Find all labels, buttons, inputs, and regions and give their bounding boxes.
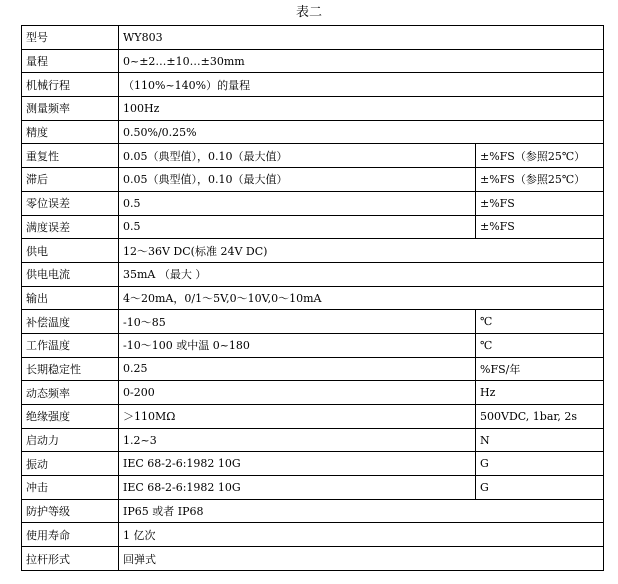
- row-unit: G: [476, 452, 604, 476]
- table-row: [22, 215, 604, 239]
- row-value: ＞110MΩ: [119, 405, 476, 429]
- row-value: 100Hz: [119, 97, 604, 121]
- row-value: （110%~140%）的量程: [119, 73, 604, 97]
- row-value: IEC 68-2-6:1982 10G: [119, 452, 476, 476]
- row-label: 精度: [22, 120, 119, 144]
- row-value: 0.5: [119, 215, 476, 239]
- table-row: [22, 381, 604, 405]
- row-label: 拉杆形式: [22, 547, 119, 571]
- row-value: 0.5: [119, 191, 476, 215]
- row-value: 1.2~3: [119, 428, 476, 452]
- table-title: 表二: [295, 5, 322, 20]
- row-label: 供电电流: [22, 262, 119, 286]
- row-value: 35mA （最大 ）: [119, 262, 604, 286]
- row-label: 型号: [22, 26, 119, 50]
- table-row: [22, 49, 604, 73]
- row-label: 冲击: [22, 476, 119, 500]
- row-label: 输出: [22, 286, 119, 310]
- table-row: [22, 191, 604, 215]
- table-row: [22, 26, 604, 50]
- table-row: [22, 239, 604, 263]
- table-row: [22, 405, 604, 429]
- row-value: 0.50%/0.25%: [119, 120, 604, 144]
- table-row: [22, 547, 604, 571]
- table-row: [22, 73, 604, 97]
- table-row: [22, 499, 604, 523]
- row-label: 动态频率: [22, 381, 119, 405]
- row-unit: %FS/年: [476, 357, 604, 381]
- row-label: 启动力: [22, 428, 119, 452]
- row-unit: Hz: [476, 381, 604, 405]
- table-row: [22, 452, 604, 476]
- row-value: 12～36V DC(标准 24V DC): [119, 239, 604, 263]
- row-value: 1 亿次: [119, 523, 604, 547]
- table-row: [22, 97, 604, 121]
- spec-table: [21, 25, 604, 571]
- row-label: 长期稳定性: [22, 357, 119, 381]
- table-row: [22, 262, 604, 286]
- row-label: 机械行程: [22, 73, 119, 97]
- row-label: 防护等级: [22, 499, 119, 523]
- row-value: -10～100 或中温 0~180: [119, 333, 476, 357]
- table-row: [22, 168, 604, 192]
- table-row: [22, 310, 604, 334]
- row-value: 0~±2…±10…±30mm: [119, 49, 604, 73]
- row-value: 4～20mA，0/1～5V,0～10V,0～10mA: [119, 286, 604, 310]
- row-label: 补偿温度: [22, 310, 119, 334]
- row-value: 0.05（典型值），0.10（最大值）: [119, 168, 476, 192]
- row-label: 测量频率: [22, 97, 119, 121]
- row-value: 0-200: [119, 381, 476, 405]
- row-value: WY803: [119, 26, 604, 50]
- row-label: 满度误差: [22, 215, 119, 239]
- row-label: 供电: [22, 239, 119, 263]
- row-value: 0.05（典型值），0.10（最大值）: [119, 144, 476, 168]
- row-unit: ±%FS（参照25℃）: [476, 168, 604, 192]
- row-label: 工作温度: [22, 333, 119, 357]
- row-unit: ℃: [476, 333, 604, 357]
- row-label: 重复性: [22, 144, 119, 168]
- table-row: [22, 286, 604, 310]
- table-row: [22, 333, 604, 357]
- row-unit: ℃: [476, 310, 604, 334]
- row-label: 零位误差: [22, 191, 119, 215]
- row-value: -10～85: [119, 310, 476, 334]
- row-unit: G: [476, 476, 604, 500]
- row-label: 绝缘强度: [22, 405, 119, 429]
- row-unit: ±%FS: [476, 191, 604, 215]
- table-row: [22, 144, 604, 168]
- row-value: 回弹式: [119, 547, 604, 571]
- table-row: [22, 120, 604, 144]
- row-value: 0.25: [119, 357, 476, 381]
- row-label: 滞后: [22, 168, 119, 192]
- row-unit: ±%FS（参照25℃）: [476, 144, 604, 168]
- table-row: [22, 428, 604, 452]
- spec-table-body: [22, 26, 604, 571]
- row-unit: N: [476, 428, 604, 452]
- row-value: IEC 68-2-6:1982 10G: [119, 476, 476, 500]
- row-label: 振动: [22, 452, 119, 476]
- row-unit: 500VDC, 1bar, 2s: [476, 405, 604, 429]
- table-row: [22, 523, 604, 547]
- table-row: [22, 476, 604, 500]
- row-label: 使用寿命: [22, 523, 119, 547]
- table-row: [22, 357, 604, 381]
- row-value: IP65 或者 IP68: [119, 499, 604, 523]
- row-label: 量程: [22, 49, 119, 73]
- row-unit: ±%FS: [476, 215, 604, 239]
